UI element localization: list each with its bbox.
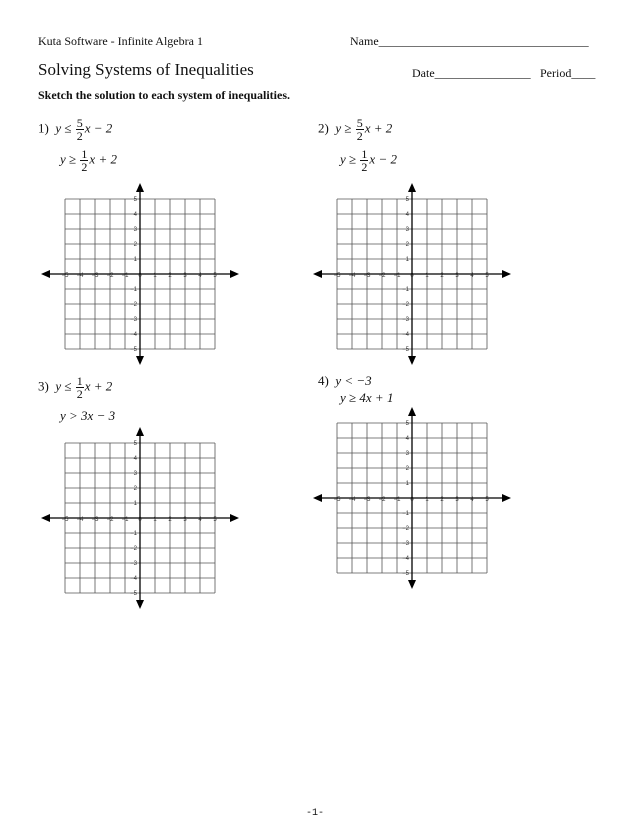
y-tick-label: 3 bbox=[133, 471, 137, 477]
y-tick-label: 3 bbox=[405, 451, 409, 457]
problem-number: 3) bbox=[38, 378, 49, 394]
y-axis-arrow-down bbox=[408, 356, 416, 365]
x-tick-label: 2 bbox=[168, 273, 172, 279]
y-tick-label: 4 bbox=[405, 212, 409, 218]
publisher-label: Kuta Software - Infinite Algebra 1 bbox=[38, 34, 203, 48]
fraction: $\frac{5}{2}$ bbox=[76, 116, 83, 143]
x-tick-label: 5 bbox=[213, 517, 217, 523]
y-tick-label: −1 bbox=[130, 287, 137, 293]
y-tick-label: −1 bbox=[402, 511, 409, 517]
page-title: Solving Systems of Inequalities bbox=[38, 60, 254, 79]
y-tick-label: −5 bbox=[130, 591, 137, 597]
y-tick-label: 3 bbox=[405, 227, 409, 233]
problem-number: 2) bbox=[318, 120, 329, 136]
y-tick-label: 2 bbox=[405, 242, 409, 248]
y-tick-label: −5 bbox=[130, 347, 137, 353]
y-tick-label: −5 bbox=[402, 347, 409, 353]
fraction: $\frac{1}{2}$ bbox=[361, 147, 368, 174]
period-field[interactable]: Period____ bbox=[540, 66, 596, 80]
x-axis-arrow-right bbox=[502, 270, 511, 278]
name-field[interactable]: Name___________________________________ bbox=[350, 34, 589, 48]
x-tick-label: 4 bbox=[470, 273, 474, 279]
x-tick-label: −4 bbox=[348, 497, 356, 503]
y-tick-label: 5 bbox=[405, 421, 409, 427]
x-tick-label: 0 bbox=[410, 497, 414, 503]
x-tick-label: 1 bbox=[425, 273, 429, 279]
date-field[interactable]: Date________________ bbox=[412, 66, 531, 80]
y-tick-label: 4 bbox=[133, 212, 137, 218]
x-tick-label: −2 bbox=[378, 497, 386, 503]
x-tick-label: 3 bbox=[455, 497, 459, 503]
problem-3-line-2: y > 3x − 3 bbox=[60, 408, 116, 423]
y-axis-arrow-up bbox=[136, 183, 144, 192]
x-tick-label: 4 bbox=[470, 497, 474, 503]
y-tick-label: 4 bbox=[405, 436, 409, 442]
x-tick-label: −3 bbox=[91, 517, 99, 523]
problem-2-line-2: y ≥ $\frac{1}{2}$ x − 2 bbox=[340, 147, 397, 174]
x-axis-arrow-left bbox=[41, 270, 50, 278]
x-axis-arrow-right bbox=[230, 270, 239, 278]
instructions: Sketch the solution to each system of inequalities. bbox=[38, 88, 290, 102]
y-tick-label: −1 bbox=[130, 531, 137, 537]
y-tick-label: −2 bbox=[130, 546, 137, 552]
y-tick-label: 5 bbox=[133, 441, 137, 447]
y-tick-label: −2 bbox=[402, 526, 409, 532]
x-tick-label: −3 bbox=[91, 273, 99, 279]
x-tick-label: −1 bbox=[121, 273, 129, 279]
problem-1: 1) y ≤ $\frac{5}{2}$ x − 2 bbox=[38, 116, 113, 143]
y-tick-label: 1 bbox=[133, 257, 137, 263]
y-tick-label: −4 bbox=[402, 332, 409, 338]
x-tick-label: 0 bbox=[138, 517, 142, 523]
y-tick-label: 1 bbox=[405, 481, 409, 487]
x-tick-label: 3 bbox=[183, 273, 187, 279]
y-axis-arrow-down bbox=[136, 356, 144, 365]
x-tick-label: 2 bbox=[440, 497, 444, 503]
x-tick-label: 4 bbox=[198, 273, 202, 279]
y-tick-label: 3 bbox=[133, 227, 137, 233]
problem-number: 4) bbox=[318, 373, 329, 388]
problem-2: 2) y ≥ $\frac{5}{2}$ x + 2 bbox=[318, 116, 393, 143]
x-tick-label: −5 bbox=[61, 517, 69, 523]
x-axis-arrow-right bbox=[230, 514, 239, 522]
y-tick-label: −4 bbox=[130, 332, 137, 338]
x-tick-label: −1 bbox=[121, 517, 129, 523]
x-tick-label: −3 bbox=[363, 273, 371, 279]
x-tick-label: −4 bbox=[76, 517, 84, 523]
x-tick-label: 3 bbox=[183, 517, 187, 523]
x-tick-label: −2 bbox=[106, 517, 114, 523]
y-axis-arrow-up bbox=[408, 407, 416, 416]
x-tick-label: −3 bbox=[363, 497, 371, 503]
x-tick-label: 1 bbox=[153, 273, 157, 279]
y-tick-label: −4 bbox=[402, 556, 409, 562]
y-tick-label: 5 bbox=[405, 197, 409, 203]
x-tick-label: −4 bbox=[348, 273, 356, 279]
x-tick-label: −2 bbox=[106, 273, 114, 279]
x-tick-label: −5 bbox=[333, 497, 341, 503]
x-axis-arrow-left bbox=[313, 494, 322, 502]
x-tick-label: 5 bbox=[485, 273, 489, 279]
problem-3: 3) y ≤ $\frac{1}{2}$ x + 2 bbox=[38, 374, 113, 401]
x-tick-label: −5 bbox=[61, 273, 69, 279]
x-tick-label: 2 bbox=[168, 517, 172, 523]
fraction: $\frac{1}{2}$ bbox=[81, 147, 88, 174]
x-tick-label: −2 bbox=[378, 273, 386, 279]
y-tick-label: −5 bbox=[402, 571, 409, 577]
x-tick-label: 5 bbox=[213, 273, 217, 279]
y-tick-label: −1 bbox=[402, 287, 409, 293]
x-axis-arrow-left bbox=[41, 514, 50, 522]
y-axis-arrow-up bbox=[408, 183, 416, 192]
y-tick-label: −2 bbox=[402, 302, 409, 308]
x-axis-arrow-right bbox=[502, 494, 511, 502]
y-axis-arrow-up bbox=[136, 427, 144, 436]
x-tick-label: 0 bbox=[410, 273, 414, 279]
page-number: -1- bbox=[306, 808, 325, 819]
y-axis-arrow-down bbox=[408, 580, 416, 589]
y-tick-label: −2 bbox=[130, 302, 137, 308]
x-tick-label: 1 bbox=[153, 517, 157, 523]
x-tick-label: −4 bbox=[76, 273, 84, 279]
problem-4-line-2: y ≥ 4x + 1 bbox=[340, 390, 394, 405]
y-tick-label: −4 bbox=[130, 576, 137, 582]
x-tick-label: 1 bbox=[425, 497, 429, 503]
fraction: $\frac{1}{2}$ bbox=[76, 374, 83, 401]
x-tick-label: −5 bbox=[333, 273, 341, 279]
x-tick-label: −1 bbox=[393, 273, 401, 279]
problem-number: 1) bbox=[38, 120, 49, 136]
y-tick-label: 1 bbox=[405, 257, 409, 263]
y-tick-label: 2 bbox=[133, 242, 137, 248]
y-tick-label: 2 bbox=[405, 466, 409, 472]
problem-1-line-2: y ≥ $\frac{1}{2}$ x + 2 bbox=[60, 147, 117, 174]
fraction: $\frac{5}{2}$ bbox=[356, 116, 363, 143]
x-tick-label: 0 bbox=[138, 273, 142, 279]
x-axis-arrow-left bbox=[313, 270, 322, 278]
y-tick-label: 2 bbox=[133, 486, 137, 492]
x-tick-label: 3 bbox=[455, 273, 459, 279]
y-tick-label: 5 bbox=[133, 197, 137, 203]
y-tick-label: −3 bbox=[130, 561, 137, 567]
y-tick-label: −3 bbox=[130, 317, 137, 323]
x-tick-label: 5 bbox=[485, 497, 489, 503]
problem-4: 4) y < −3 bbox=[318, 373, 372, 388]
y-tick-label: −3 bbox=[402, 541, 409, 547]
x-tick-label: −1 bbox=[393, 497, 401, 503]
y-tick-label: 1 bbox=[133, 501, 137, 507]
x-tick-label: 2 bbox=[440, 273, 444, 279]
y-axis-arrow-down bbox=[136, 600, 144, 609]
x-tick-label: 4 bbox=[198, 517, 202, 523]
y-tick-label: −3 bbox=[402, 317, 409, 323]
y-tick-label: 4 bbox=[133, 456, 137, 462]
